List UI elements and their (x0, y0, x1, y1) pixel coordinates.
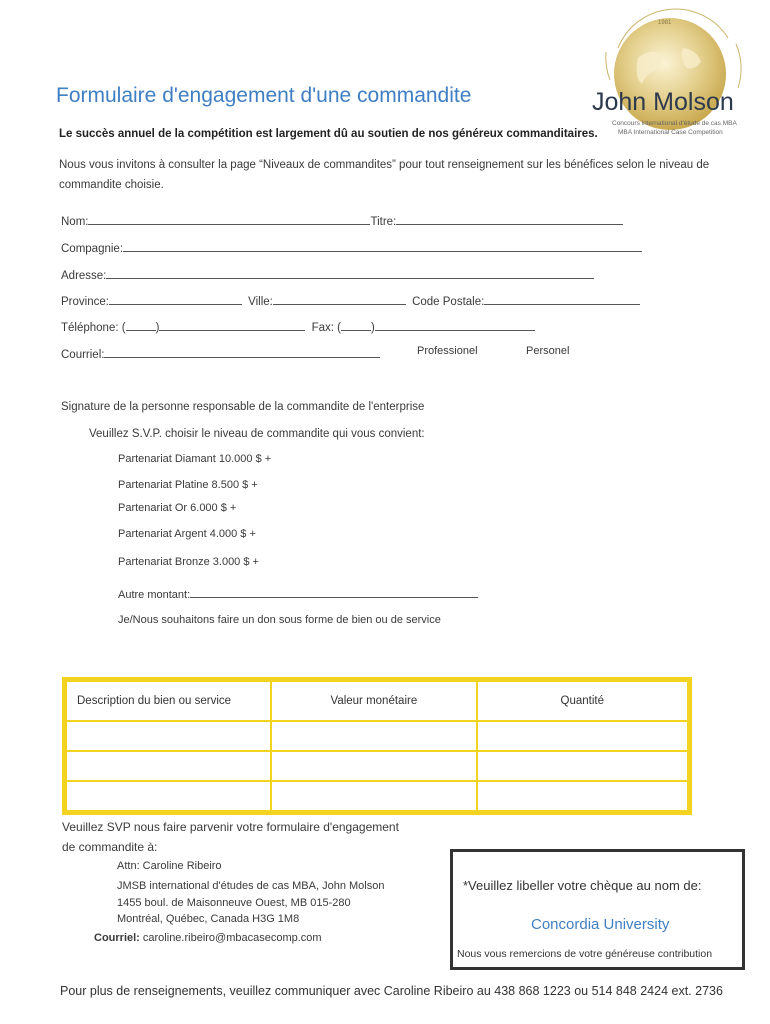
level-or[interactable]: Partenariat Or 6.000 $ + (118, 502, 237, 514)
contact-email-label: Courriel: (94, 932, 140, 944)
cell-value[interactable] (271, 751, 476, 781)
other-amount-row (118, 585, 478, 601)
cell-description[interactable] (66, 781, 271, 811)
province-label: Province: (61, 296, 109, 308)
personal-option[interactable]: Personel (526, 345, 570, 357)
address-city: Montréal, Québec, Canada H3G 1M8 (117, 913, 300, 925)
phone-paren: ) (155, 322, 160, 334)
level-platine[interactable]: Partenariat Platine 8.500 $ + (118, 479, 258, 491)
cheque-box (450, 849, 745, 970)
email-row (61, 345, 380, 361)
send-line-2: de commandite à: (62, 840, 158, 854)
cheque-instruction: *Veuillez libeller votre chèque au nom de: (463, 878, 702, 893)
contact-email-row (94, 932, 322, 944)
address-org: JMSB international d'études de cas MBA, John Molson (117, 880, 385, 892)
header-quantity: Quantité (477, 681, 689, 721)
name-label: Nom: (61, 216, 89, 228)
cell-quantity[interactable] (477, 721, 689, 751)
goods-table (62, 677, 692, 815)
table-row (66, 721, 688, 751)
footer-contact: Pour plus de renseignements, veuillez communiquer avec Caroline Ribeiro au 438 868 1223 ou 514 848 2424 ext. 2736 (60, 984, 723, 998)
john-molson-logo (588, 8, 753, 136)
phone-row (61, 318, 535, 334)
city-label: Ville: (248, 296, 273, 308)
address-field[interactable] (106, 266, 594, 279)
cell-value[interactable] (271, 781, 476, 811)
company-row (61, 239, 642, 255)
city-field[interactable] (273, 292, 406, 305)
intro-bold: Le succès annuel de la compétition est largement dû au soutien de nos généreux commanditaires. (59, 128, 598, 140)
fax-paren: ) (371, 322, 375, 334)
level-diamant[interactable]: Partenariat Diamant 10.000 $ + (118, 453, 272, 465)
intro-text: Nous vous invitons à consulter la page “Niveaux de commandites” pour tout renseignement sur les bénéfices selon le niveau de commandite choisie. (59, 159, 710, 191)
address-street: 1455 boul. de Maisonneuve Ouest, MB 015-280 (117, 897, 351, 909)
name-field[interactable] (88, 212, 370, 225)
address-row (61, 266, 594, 282)
logo-subtitle-en: MBA International Case Competition (618, 129, 723, 136)
header-value: Valeur monétaire (271, 681, 476, 721)
other-amount-label: Autre montant: (118, 589, 191, 601)
title-field[interactable] (396, 212, 623, 225)
donation-option[interactable]: Je/Nous souhaitons faire un don sous forme de bien ou de service (118, 614, 441, 626)
cell-quantity[interactable] (477, 781, 689, 811)
logo-subtitle-fr: Concours international d'étude de cas MBA (612, 120, 737, 127)
phone-label: Téléphone: ( (61, 322, 126, 334)
fax-label: Fax: ( (311, 322, 342, 334)
location-row (61, 292, 640, 308)
level-argent[interactable]: Partenariat Argent 4.000 $ + (118, 528, 256, 540)
table-header-row (66, 681, 688, 721)
level-bronze[interactable]: Partenariat Bronze 3.000 $ + (118, 556, 259, 568)
email-field[interactable] (104, 345, 380, 358)
contact-email[interactable]: caroline.ribeiro@mbacasecomp.com (142, 932, 322, 944)
table-row (66, 751, 688, 781)
cheque-thanks: Nous vous remercions de votre généreuse contribution (457, 948, 713, 960)
signature-label: Signature de la personne responsable de la commandite de l'enterprise (61, 401, 425, 413)
fax-field[interactable] (375, 318, 535, 331)
name-row (61, 212, 623, 228)
cheque-payee: Concordia University (531, 916, 670, 933)
choose-level-label: Veuillez S.V.P. choisir le niveau de commandite qui vous convient: (89, 428, 425, 440)
address-label: Adresse: (61, 270, 107, 282)
page-title: Formulaire d'engagement d'une commandite (56, 84, 472, 107)
postal-code-label: Code Postale: (412, 296, 485, 308)
title-label: Titre: (370, 216, 397, 228)
phone-area-field[interactable] (126, 318, 156, 331)
postal-code-field[interactable] (484, 292, 640, 305)
header-description: Description du bien ou service (66, 681, 271, 721)
send-line-1: Veuillez SVP nous faire parvenir votre formulaire d'engagement (62, 820, 399, 834)
company-label: Compagnie: (61, 243, 124, 255)
cell-value[interactable] (271, 721, 476, 751)
fax-area-field[interactable] (341, 318, 371, 331)
other-amount-field[interactable] (190, 585, 478, 598)
email-label: Courriel: (61, 349, 105, 361)
attention-line: Attn: Caroline Ribeiro (117, 860, 222, 872)
company-field[interactable] (123, 239, 642, 252)
logo-year: 1981 (658, 20, 672, 26)
professional-option[interactable]: Professionel (417, 345, 478, 357)
province-field[interactable] (109, 292, 242, 305)
phone-field[interactable] (159, 318, 305, 331)
logo-name: John Molson (592, 88, 734, 116)
cell-description[interactable] (66, 751, 271, 781)
cell-description[interactable] (66, 721, 271, 751)
cell-quantity[interactable] (477, 751, 689, 781)
table-row (66, 781, 688, 811)
